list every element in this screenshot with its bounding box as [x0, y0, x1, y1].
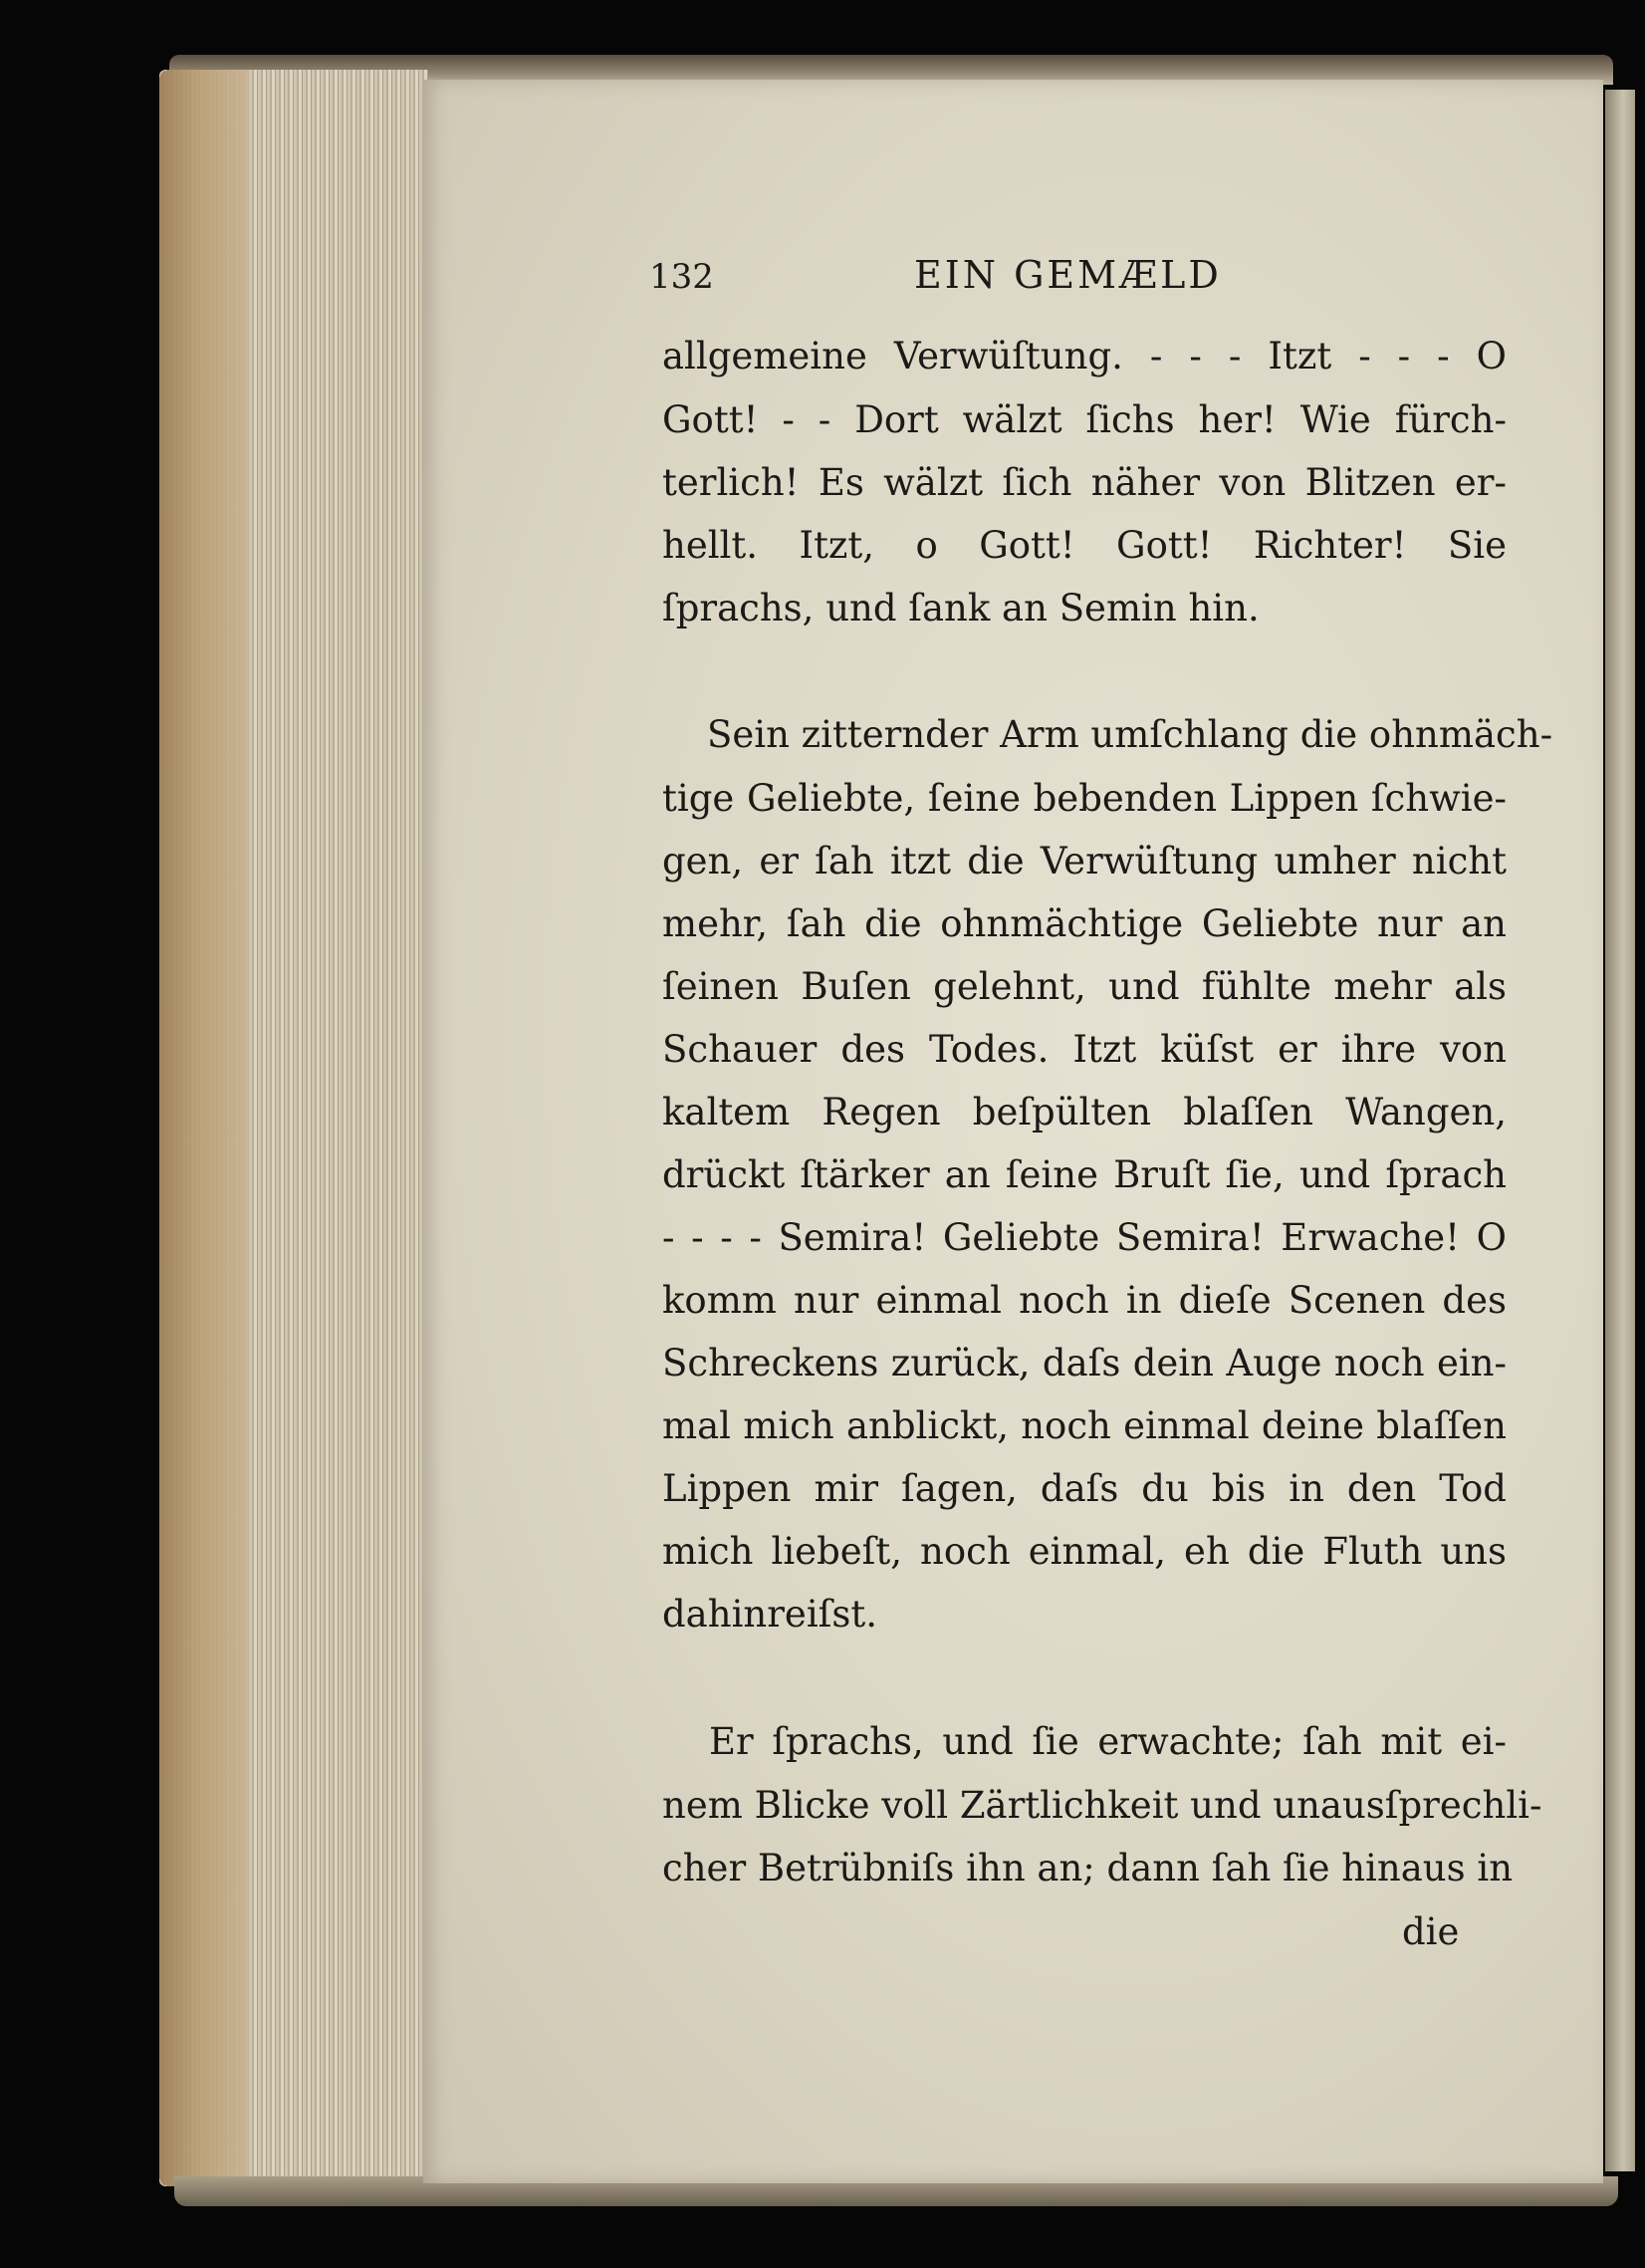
text-line: komm nur einmal noch in dieſe Scenen des: [662, 1279, 1507, 1322]
text-line: gen, er ſah itzt die Verwüſtung umher nicht: [662, 840, 1507, 882]
text-line: mehr, ſah die ohnmächtige Geliebte nur an: [662, 902, 1507, 945]
book-spine-edge: [159, 70, 249, 2186]
text-line: Gott! - - Dort wälzt ſichs her! Wie fürch-: [662, 398, 1507, 441]
text-line: Schauer des Todes. Itzt küſst er ihre von: [662, 1028, 1507, 1071]
text-line: drückt ſtärker an ſeine Bruſt ſie, und ſprach: [662, 1153, 1507, 1196]
text-line: tige Geliebte, ſeine bebenden Lippen ſchwie-: [662, 777, 1507, 820]
text-line: mal mich anblickt, noch einmal deine blaſſen: [662, 1404, 1507, 1447]
text-line: Lippen mir ſagen, daſs du bis in den Tod: [662, 1467, 1507, 1510]
text-line: kaltem Regen beſpülten blaſſen Wangen,: [662, 1091, 1507, 1134]
text-line: ſprachs, und ſank an Semin hin.: [662, 587, 1260, 630]
facing-page-edge: [1605, 90, 1635, 2171]
page-number: 132: [649, 257, 714, 297]
text-line: Schreckens zurück, daſs dein Auge noch ein-: [662, 1342, 1507, 1385]
text-line: terlich! Es wälzt ſich näher von Blitzen er-: [662, 461, 1507, 504]
running-head: EIN GEMÆLD: [914, 253, 1222, 297]
text-line: Sein zitternder Arm umſchlang die ohnmäch-: [707, 713, 1553, 756]
text-line: hellt. Itzt, o Gott! Gott! Richter! Sie: [662, 524, 1507, 567]
text-line: mich liebeſt, noch einmal, eh die Fluth uns: [662, 1530, 1507, 1573]
text-line: Er ſprachs, und ſie erwachte; ſah mit ei-: [709, 1720, 1507, 1763]
text-line: ſeinen Buſen gelehnt, und fühlte mehr als: [662, 965, 1507, 1008]
text-line: nem Blicke voll Zärtlichkeit und unausſprechli-: [662, 1784, 1542, 1827]
catchword: die: [1402, 1910, 1460, 1953]
text-line: dahinreiſst.: [662, 1593, 877, 1636]
text-line: - - - - Semira! Geliebte Semira! Erwache! O: [662, 1216, 1507, 1259]
text-line: cher Betrübniſs ihn an; dann ſah ſie hinaus in: [662, 1847, 1514, 1890]
text-line: allgemeine Verwüſtung. - - - Itzt - - - O: [662, 335, 1507, 378]
